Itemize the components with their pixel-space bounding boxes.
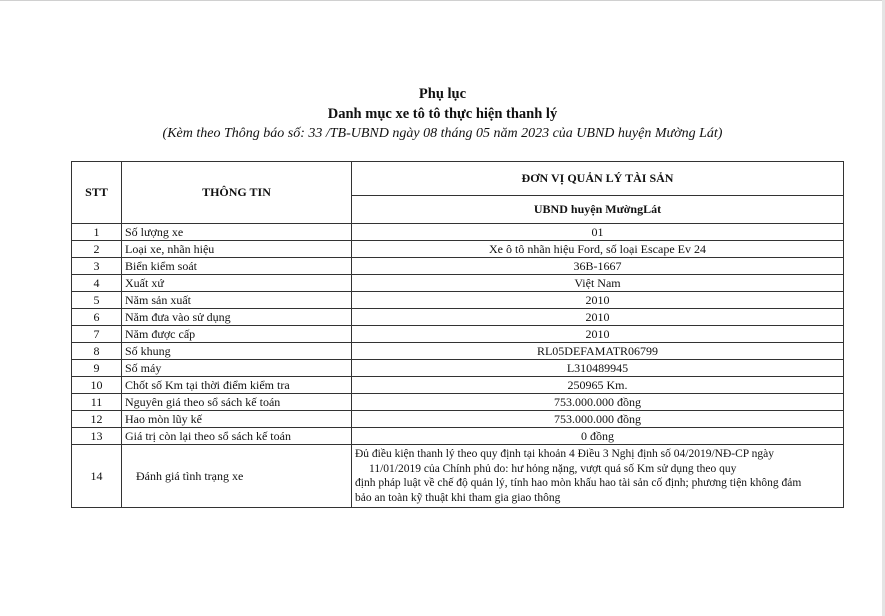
cell-stt: 6 (72, 309, 122, 326)
cell-stt: 7 (72, 326, 122, 343)
table-row (72, 360, 844, 377)
table-row (72, 275, 844, 292)
cell-label: Biển kiểm soát (122, 258, 352, 275)
cell-stt: 2 (72, 241, 122, 258)
cell-stt: 12 (72, 411, 122, 428)
cell-value: 753.000.000 đồng (352, 394, 844, 411)
cell-label: Đánh giá tình trạng xe (122, 445, 352, 508)
cell-label: Loại xe, nhãn hiệu (122, 241, 352, 258)
cell-label: Năm được cấp (122, 326, 352, 343)
table-row (72, 258, 844, 275)
assessment-line: Đủ điều kiện thanh lý theo quy định tại khoản 4 Điều 3 Nghị định số 04/2019/NĐ-CP ngày (355, 448, 774, 460)
table-body (72, 224, 844, 445)
cell-stt: 3 (72, 258, 122, 275)
page-top-edge (0, 0, 885, 1)
cell-value: 01 (352, 224, 844, 241)
cell-label: Hao mòn lũy kế (122, 411, 352, 428)
cell-assessment (352, 445, 844, 508)
table-row (72, 292, 844, 309)
table-row-assessment (72, 445, 844, 508)
cell-stt: 10 (72, 377, 122, 394)
vehicle-table (71, 161, 844, 508)
header-unit-group: ĐƠN VỊ QUẢN LÝ TÀI SẢN (352, 162, 844, 196)
cell-value: L310489945 (352, 360, 844, 377)
cell-value: 2010 (352, 326, 844, 343)
table-row (72, 309, 844, 326)
cell-label: Năm đưa vào sử dụng (122, 309, 352, 326)
cell-label: Xuất xứ (122, 275, 352, 292)
document-reference: (Kèm theo Thông báo số: 33 /TB-UBND ngày 08 tháng 05 năm 2023 của UBND huyện Mường Lát) (162, 126, 723, 141)
table-row (72, 411, 844, 428)
cell-stt: 13 (72, 428, 122, 445)
header-info: THÔNG TIN (122, 162, 352, 224)
cell-label: Chốt số Km tại thời điểm kiểm tra (122, 377, 352, 394)
cell-stt: 8 (72, 343, 122, 360)
cell-stt: 11 (72, 394, 122, 411)
cell-value: RL05DEFAMATR06799 (352, 343, 844, 360)
table-row (72, 224, 844, 241)
cell-stt: 1 (72, 224, 122, 241)
cell-label: Số khung (122, 343, 352, 360)
assessment-line: bảo an toàn kỹ thuật khi tham gia giao thông (355, 491, 561, 504)
header-unit-name: UBND huyện MườngLát (352, 196, 844, 224)
cell-value: Xe ô tô nhãn hiệu Ford, số loại Escape Ev 24 (352, 241, 844, 258)
table-row (72, 394, 844, 411)
cell-value: 753.000.000 đồng (352, 411, 844, 428)
cell-label: Số lượng xe (122, 224, 352, 241)
cell-value: 2010 (352, 292, 844, 309)
document-title: Phụ lục (418, 86, 467, 102)
cell-label: Năm sản xuất (122, 292, 352, 309)
document-subtitle: Danh mục xe tô tô thực hiện thanh lý (327, 106, 558, 122)
cell-label: Số máy (122, 360, 352, 377)
table-row (72, 343, 844, 360)
table-row (72, 241, 844, 258)
table-row (72, 326, 844, 343)
cell-label: Nguyên giá theo sổ sách kế toán (122, 394, 352, 411)
cell-stt: 5 (72, 292, 122, 309)
assessment-line: 11/01/2019 của Chính phủ do: hư hỏng nặng, vượt quá số Km sử dụng theo quy (369, 462, 737, 475)
cell-label: Giá trị còn lại theo sổ sách kế toán (122, 428, 352, 445)
cell-stt: 9 (72, 360, 122, 377)
cell-stt: 4 (72, 275, 122, 292)
table-row (72, 428, 844, 445)
cell-value: Việt Nam (352, 275, 844, 292)
cell-value: 250965 Km. (352, 377, 844, 394)
cell-value: 36B-1667 (352, 258, 844, 275)
cell-stt: 14 (72, 445, 122, 508)
table-row (72, 377, 844, 394)
cell-value: 0 đồng (352, 428, 844, 445)
header-stt: STT (72, 162, 122, 224)
assessment-line: định pháp luật về chế độ quản lý, tính hao mòn khấu hao tài sản cố định; phương tiện không đảm (355, 477, 802, 489)
cell-value: 2010 (352, 309, 844, 326)
